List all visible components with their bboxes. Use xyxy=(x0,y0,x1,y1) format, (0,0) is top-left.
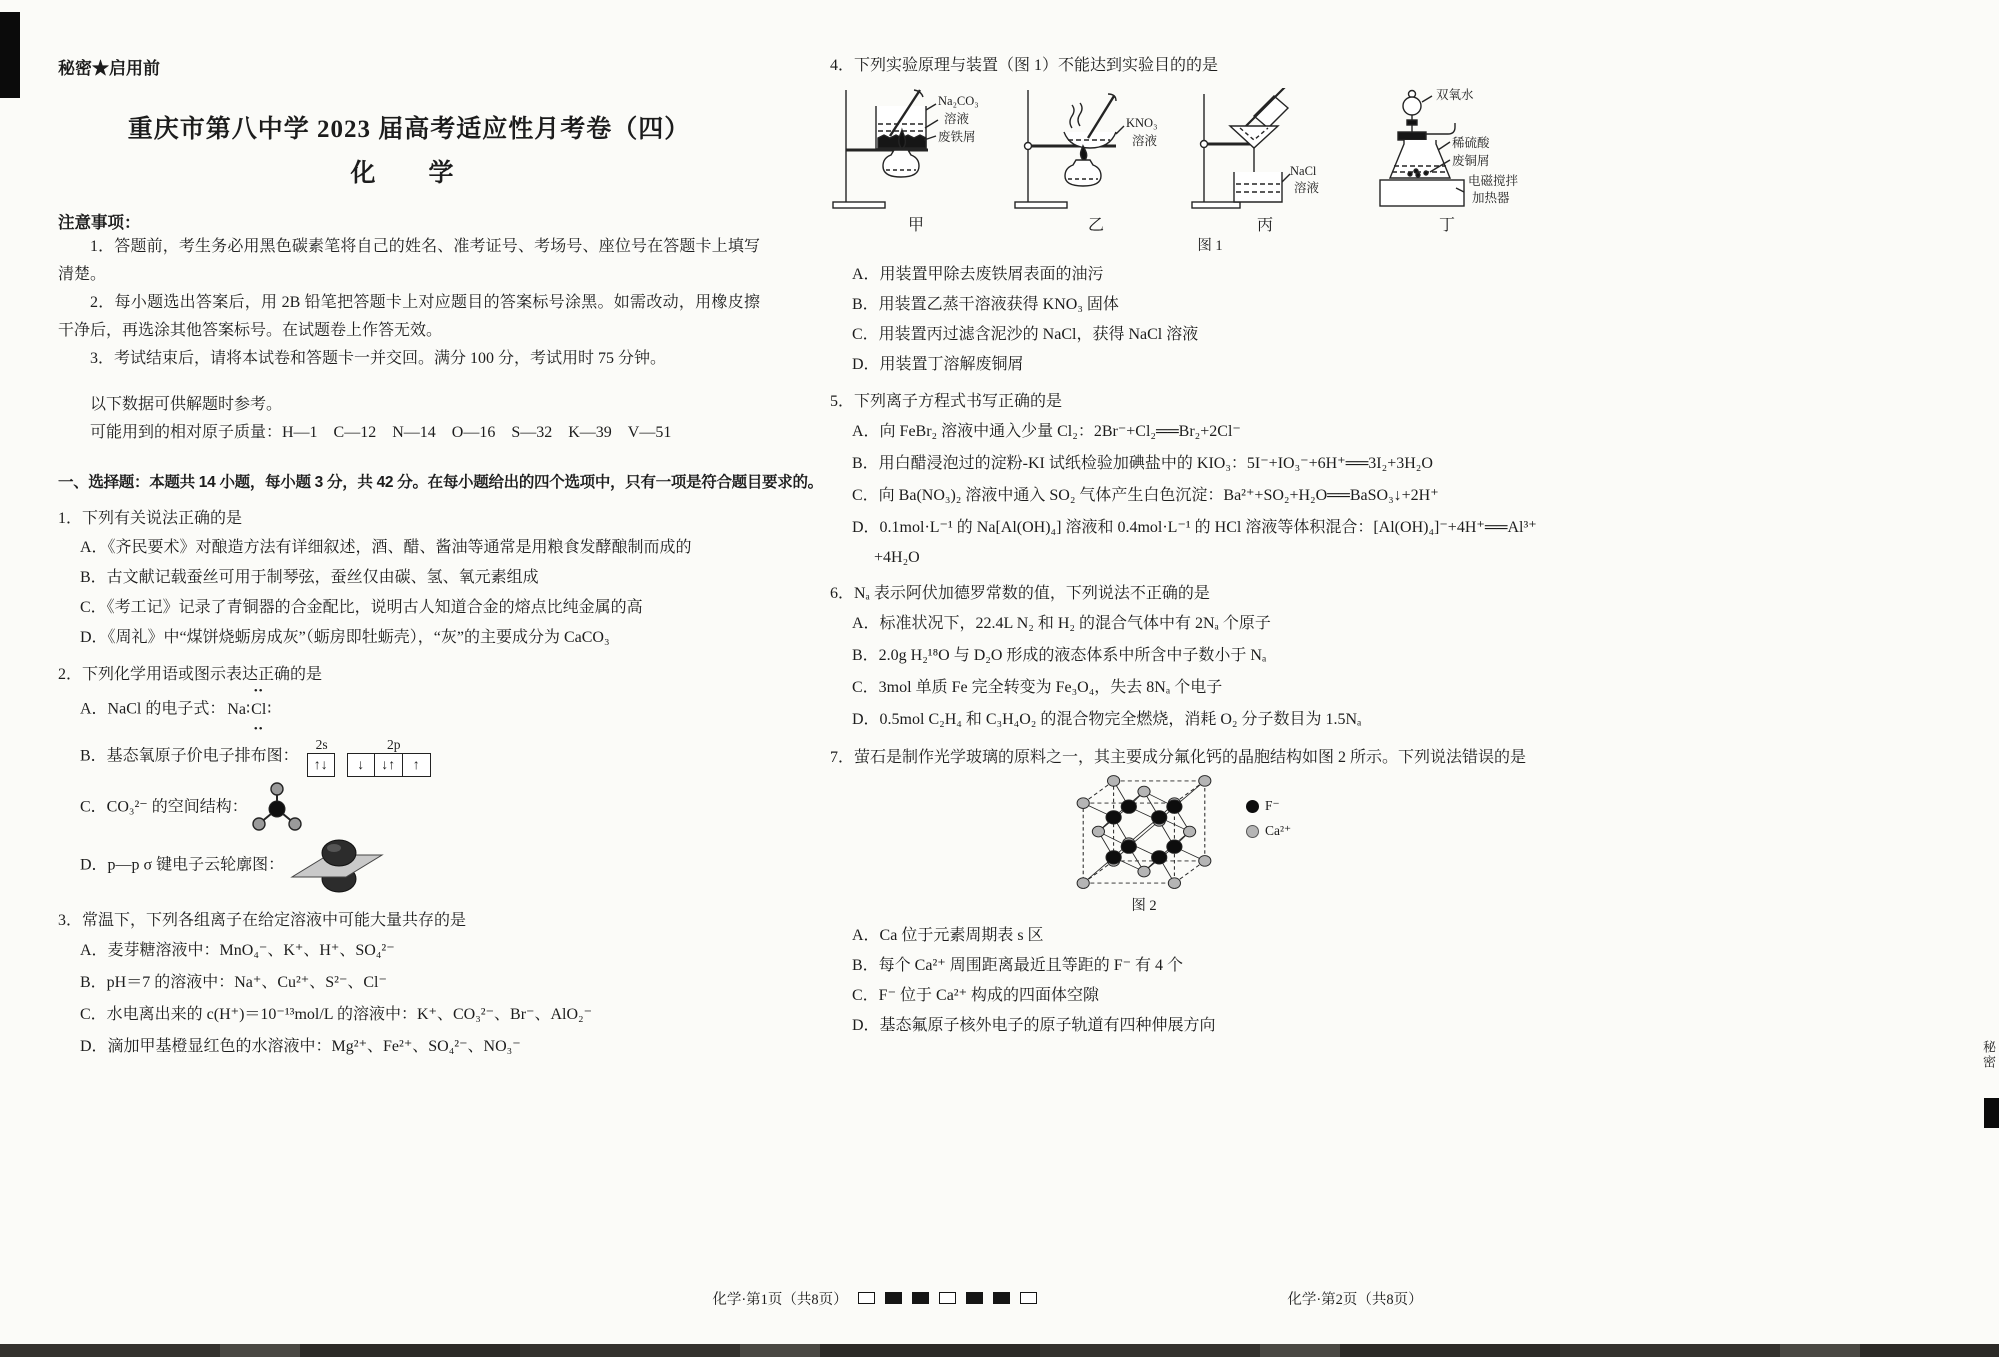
option-c: C．F⁻ 位于 Ca²⁺ 构成的四面体空隙 xyxy=(852,987,1100,1004)
electron-formula xyxy=(225,685,273,735)
option-c: C．《考工记》记录了青铜器的合金配比，说明古人知道合金的熔点比纯金属的高 xyxy=(80,599,643,616)
option-b: B．用白醋浸泡过的淀粉-KI 试纸检验加碘盐中的 KIO₃：5I⁻+IO₃⁻+6H⁺══3I₂+3H₂O xyxy=(852,455,1433,472)
orbital-2p-box: ↓↑ xyxy=(375,753,403,777)
apparatus-ding xyxy=(1352,88,1542,236)
apparatus-ding-name: 丁 xyxy=(1438,217,1455,234)
apparatus-bing-name: 丙 xyxy=(1256,217,1273,234)
fig1-label: 废铜屑 xyxy=(1452,154,1490,168)
option-d: D．0.5mol C₂H₄ 和 C₃H₄O₂ 的混合物完全燃烧，消耗 O₂ 分子数目为 1.5Nₐ xyxy=(852,711,1362,728)
page-1-footer: 化学·第1页（共8页） xyxy=(712,1292,848,1308)
option-a: A．《齐民要术》对酿造方法有详细叙述，酒、醋、酱油等通常是用粮食发酵酿制而成的 xyxy=(80,539,692,556)
option-c xyxy=(58,781,760,835)
notice-item: 3．考试结束后，请将本试卷和答题卡一并交回。满分 100 分，考试用时 75 分钟。 xyxy=(90,350,667,367)
apparatus-jia-name: 甲 xyxy=(907,217,924,234)
fig1-label: 双氧水 xyxy=(1436,88,1474,102)
option-a: A．标准状况下，22.4L N₂ 和 H₂ 的混合气体中有 2Nₐ 个原子 xyxy=(852,615,1271,632)
option-b: B．古文献记载蚕丝可用于制琴弦，蚕丝仅由碳、氢、氧元素组成 xyxy=(80,569,539,586)
option-c-prefix: C．CO₃²⁻ 的空间结构： xyxy=(80,798,248,816)
electron-na: Na xyxy=(227,701,246,718)
apparatus-jia xyxy=(830,88,1002,236)
electron-colon: ∶ xyxy=(246,701,251,718)
question-stem: 5．下列离子方程式书写正确的是 xyxy=(830,393,1063,410)
option-c: C．用装置丙过滤含泥沙的 NaCl，获得 NaCl 溶液 xyxy=(852,326,1199,343)
scan-bottom-strip xyxy=(0,1344,1999,1357)
orbital-2p-group xyxy=(347,753,431,777)
carbonate-structure-figure xyxy=(248,781,306,835)
subject-title: 化 学 xyxy=(350,160,468,187)
notices-heading: 注意事项： xyxy=(58,214,141,232)
option-c: C．向 Ba(NO₃)₂ 溶液中通入 SO₂ 气体产生白色沉淀：Ba²⁺+SO₂+H₂O══BaSO₃↓+2H⁺ xyxy=(852,487,1439,504)
question-stem: 3．常温下，下列各组离子在给定溶液中可能大量共存的是 xyxy=(58,912,467,929)
option-b: B．pH＝7 的溶液中：Na⁺、Cu²⁺、S²⁻、Cl⁻ xyxy=(80,974,387,991)
classification-label: 秘密★启用前 xyxy=(58,59,160,78)
calcium-ion-icon xyxy=(1246,825,1259,838)
notice-item: 1．答题前，考生务必用黑色碳素笔将自己的姓名、准考证号、考场号、座位号在答题卡上填写清楚。 xyxy=(58,238,760,283)
legend-item-f xyxy=(1246,798,1291,814)
edge-secret-label: 秘密 xyxy=(1981,1040,1996,1070)
option-a: A．麦芽糖溶液中：MnO₄⁻、K⁺、H⁺、SO₄²⁻ xyxy=(80,942,395,959)
question-5 xyxy=(830,388,1590,572)
option-d-continuation: +4H₂O xyxy=(874,549,920,566)
option-d: D．0.1mol·L⁻¹ 的 Na[Al(OH)₄] 溶液和 0.4mol·L⁻¹ 的 HCl 溶液等体积混合：[Al(OH)₄]⁻+4H⁺══Al³⁺ xyxy=(852,519,1537,536)
page-2-footer: 化学·第2页（共8页） xyxy=(1287,1292,1423,1308)
option-a: A．向 FeBr₂ 溶液中通入少量 Cl₂：2Br⁻+Cl₂══Br₂+2Cl⁻ xyxy=(852,423,1241,440)
page-1-column xyxy=(58,0,823,1063)
option-c: C．3mol 单质 Fe 完全转变为 Fe₃O₄，失去 8Nₐ 个电子 xyxy=(852,679,1223,696)
fig1-label: 加热器 xyxy=(1472,191,1510,205)
question-stem: 1．下列有关说法正确的是 xyxy=(58,510,243,527)
option-a: A．用装置甲除去废铁屑表面的油污 xyxy=(852,266,1104,283)
registration-square xyxy=(966,1292,983,1304)
question-stem: 6．Nₐ 表示阿伏加德罗常数的值，下列说法不正确的是 xyxy=(830,585,1210,602)
option-d xyxy=(58,837,760,895)
question-6 xyxy=(830,580,1590,736)
electron-dots-bottom: •• xyxy=(253,723,264,735)
orbital-boxes xyxy=(307,753,439,777)
option-a-prefix: A．NaCl 的电子式： xyxy=(80,700,226,718)
fig1-label: 溶液 xyxy=(1132,134,1158,148)
option-d-prefix: D．p—p σ 键电子云轮廓图： xyxy=(80,856,285,874)
page-2-column xyxy=(830,0,1590,1041)
orbital-2p-label: 2p xyxy=(386,737,401,752)
option-a: A．Ca 位于元素周期表 s 区 xyxy=(852,927,1044,944)
fluoride-ion-icon xyxy=(1246,800,1259,813)
registration-square xyxy=(1020,1292,1037,1304)
question-2 xyxy=(58,661,760,895)
legend-label: Ca²⁺ xyxy=(1265,823,1292,838)
orbital-2p-box: ↓ xyxy=(347,753,375,777)
electron-dots-top: •• xyxy=(253,685,264,697)
registration-square xyxy=(939,1292,956,1304)
question-3 xyxy=(58,907,760,1063)
question-7 xyxy=(830,744,1590,1041)
fluorite-unit-cell-figure xyxy=(1068,772,1220,892)
option-b xyxy=(58,737,760,777)
notice-item: 2．每小题选出答案后，用 2B 铅笔把答题卡上对应题目的答案标号涂黑。如需改动，用橡皮擦干净后，再选涂其他答案标号。在试题卷上作答无效。 xyxy=(58,294,760,339)
fig1-label: 溶液 xyxy=(1294,181,1320,195)
figure-1 xyxy=(830,88,1590,236)
legend-label: F⁻ xyxy=(1265,798,1280,813)
figure-2-legend xyxy=(1246,798,1291,848)
orbital-2p-box: ↑ xyxy=(403,753,431,777)
fig1-label: 废铁屑 xyxy=(938,130,976,144)
p-p-sigma-cloud-figure xyxy=(284,837,388,895)
reference-note: 以下数据可供解题时参考。 xyxy=(90,396,283,413)
figure-1-caption: 图 1 xyxy=(1197,238,1223,254)
registration-square xyxy=(993,1292,1010,1304)
fig1-label: 溶液 xyxy=(944,112,970,126)
orbital-2s-box: ↑↓ xyxy=(307,753,335,777)
question-stem: 7．萤石是制作光学玻璃的原料之一，其主要成分氟化钙的晶胞结构如图 2 所示。下列说法错误的是 xyxy=(830,749,1527,766)
apparatus-bing xyxy=(1190,88,1340,236)
fig1-label: KNO₃ xyxy=(1126,116,1158,130)
option-d: D．《周礼》中“煤饼烧蛎房成灰”（蛎房即牡蛎壳），“灰”的主要成分为 CaCO₃ xyxy=(80,629,610,646)
paper-title: 重庆市第八中学 2023 届高考适应性月考卷（四） xyxy=(127,116,691,143)
electron-cl-atom xyxy=(250,685,267,735)
option-b-prefix: B．基态氧原子价电子排布图： xyxy=(80,747,299,765)
apparatus-yi-name: 乙 xyxy=(1087,217,1104,234)
figure-2-caption: 图 2 xyxy=(1131,898,1157,914)
question-stem: 2．下列化学用语或图示表达正确的是 xyxy=(58,666,323,683)
option-a xyxy=(58,685,760,735)
legend-item-ca xyxy=(1246,823,1291,839)
fig1-label: 电磁搅拌 xyxy=(1468,174,1519,188)
orbital-labels xyxy=(307,737,439,753)
edge-black-mark xyxy=(1984,1098,1999,1128)
orbital-diagram xyxy=(307,737,439,777)
orbital-2s-label: 2s xyxy=(315,737,328,752)
option-d: D．用装置丁溶解废铜屑 xyxy=(852,356,1024,373)
question-1 xyxy=(58,505,760,653)
fig1-label: Na₂CO₃ xyxy=(938,94,979,108)
option-d: D．滴加甲基橙显红色的水溶液中：Mg²⁺、Fe²⁺、SO₄²⁻、NO₃⁻ xyxy=(80,1038,521,1055)
question-stem: 4．下列实验原理与装置（图 1）不能达到实验目的的是 xyxy=(830,57,1219,74)
option-b: B．每个 Ca²⁺ 周围距离最近且等距的 F⁻ 有 4 个 xyxy=(852,957,1184,974)
option-c: C．水电离出来的 c(H⁺)＝10⁻¹³mol/L 的溶液中：K⁺、CO₃²⁻、Br⁻、AlO₂⁻ xyxy=(80,1006,593,1023)
option-b: B．用装置乙蒸干溶液获得 KNO₃ 固体 xyxy=(852,296,1119,313)
atomic-masses-line: 可能用到的相对原子质量：H—1 C—12 N—14 O—16 S—32 K—39 V—51 xyxy=(90,424,672,441)
electron-cl: Cl xyxy=(251,701,267,718)
fig1-label: 稀硫酸 xyxy=(1452,136,1490,150)
option-d: D．基态氟原子核外电子的原子轨道有四种伸展方向 xyxy=(852,1017,1216,1034)
section-1-heading: 一、选择题：本题共 14 小题，每小题 3 分，共 42 分。在每小题给出的四个选项中，只有一项是符合题目要求的。 xyxy=(58,474,823,491)
scan-corner-bar xyxy=(0,12,20,98)
fig1-label: NaCl xyxy=(1290,164,1317,178)
option-b: B．2.0g H₂¹⁸O 与 D₂O 形成的液态体系中所含中子数小于 Nₐ xyxy=(852,647,1267,664)
figure-2 xyxy=(1068,772,1488,915)
apparatus-yi xyxy=(1012,88,1180,236)
electron-colon: ∶ xyxy=(267,701,272,718)
question-4 xyxy=(830,52,1590,380)
